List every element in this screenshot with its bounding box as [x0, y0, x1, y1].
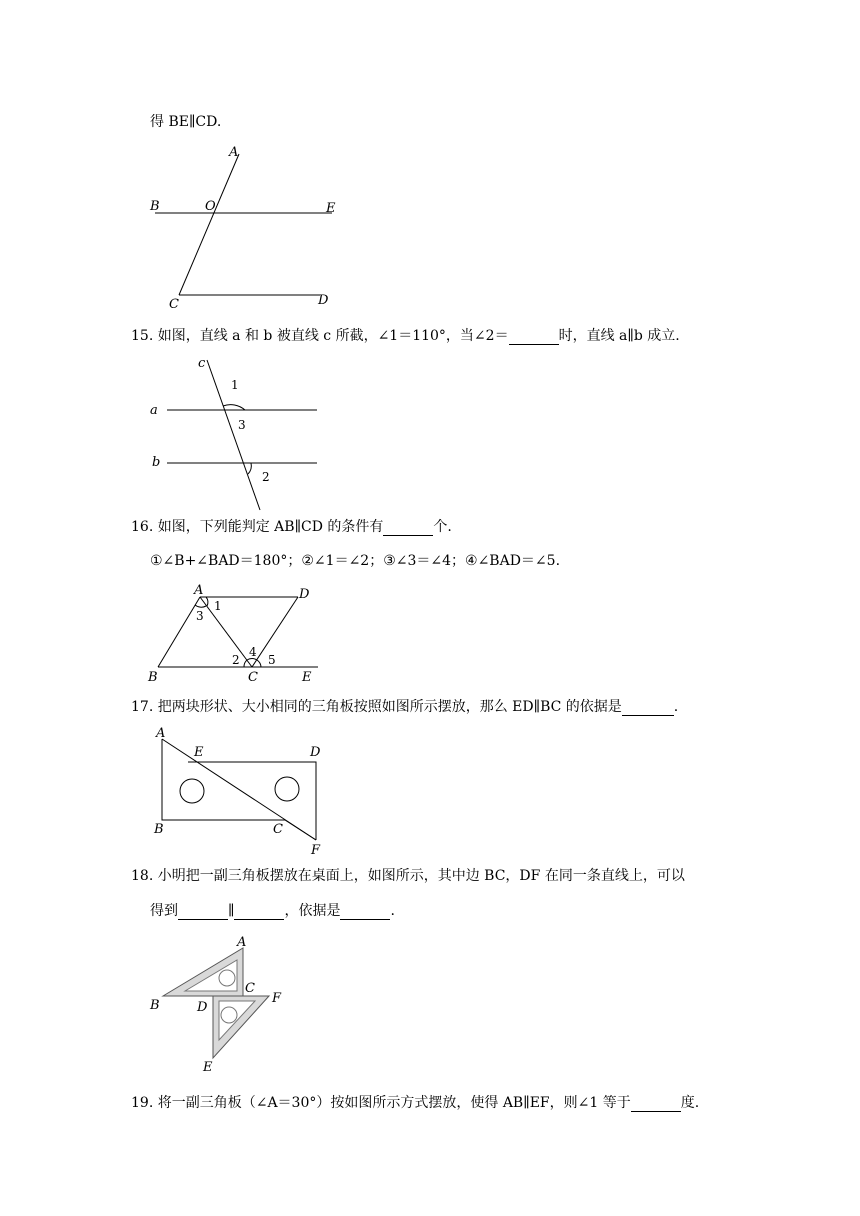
fig18-label-e: E — [203, 1060, 213, 1075]
q18-text-b1: 得到 — [150, 903, 178, 919]
fig14-label-e: E — [326, 201, 336, 216]
figure-14 — [140, 140, 350, 315]
fig16-label-2: 2 — [232, 653, 240, 667]
fig16-label-4: 4 — [249, 645, 257, 659]
fig18-label-f: F — [272, 991, 282, 1006]
fig15-label-b: b — [152, 455, 161, 470]
q19-text-b: 度. — [680, 1095, 700, 1111]
fig14-label-c: C — [169, 297, 179, 312]
q19-text-a: 将一副三角板（∠A＝30°）按如图所示方式摆放，使得 AB∥EF，则∠1 等于 — [157, 1095, 631, 1111]
fig16-label-3: 3 — [196, 609, 204, 623]
q18-answer-blank-2[interactable] — [234, 919, 284, 920]
q18-text-b4: . — [390, 903, 395, 919]
fig16-label-c: C — [248, 670, 258, 685]
fig18-label-a: A — [237, 935, 247, 950]
q16-conditions: ①∠B+∠BAD＝180°；②∠1＝∠2；③∠3＝∠4；④∠BAD＝∠5. — [150, 553, 561, 569]
fig15-label-3: 3 — [238, 418, 246, 432]
fig16-label-1: 1 — [214, 599, 222, 613]
figure-18 — [145, 930, 295, 1080]
q16-answer-blank[interactable] — [383, 535, 433, 536]
q17-text-b: . — [673, 699, 679, 715]
fig17-label-b: B — [154, 822, 164, 837]
question-17 — [131, 698, 678, 716]
fig16-label-b: B — [148, 670, 158, 685]
question-15 — [131, 327, 680, 345]
question-18 — [131, 867, 685, 885]
question-18-line-2 — [150, 902, 395, 920]
fig18-label-d: D — [197, 1000, 208, 1015]
q19-answer-blank[interactable] — [631, 1111, 681, 1112]
fig16-label-5: 5 — [268, 653, 276, 667]
q18-answer-blank-3[interactable] — [340, 919, 390, 920]
fig16-label-d: D — [299, 587, 310, 602]
question-16 — [131, 518, 452, 536]
fig17-label-d: D — [310, 745, 321, 760]
q18-text-b2: ∥ — [228, 903, 235, 919]
fig15-label-a: a — [150, 403, 158, 418]
q15-answer-blank[interactable] — [509, 344, 559, 345]
q18-text-a: 小明把一副三角板摆放在桌面上，如图所示，其中边 BC，DF 在同一条直线上，可以 — [157, 868, 685, 884]
fig17-label-f: F — [311, 843, 321, 858]
fig18-label-b: B — [150, 998, 160, 1013]
fig14-label-d: D — [318, 293, 329, 308]
q16-text-b: 个. — [433, 519, 452, 535]
q19-number: 19. — [131, 1095, 154, 1111]
fig15-label-1: 1 — [231, 378, 239, 392]
question-19 — [131, 1094, 699, 1112]
q18-number: 18. — [131, 868, 154, 884]
q16-number: 16. — [131, 519, 154, 535]
figure-16 — [140, 580, 335, 685]
q14-tail: 得 BE∥CD. — [150, 114, 222, 130]
fig14-label-a: A — [229, 145, 239, 160]
q15-number: 15. — [131, 328, 154, 344]
q17-text-a: 把两块形状、大小相同的三角板按照如图所示摆放，那么 ED∥BC 的依据是 — [157, 699, 622, 715]
fig17-label-e: E — [194, 745, 204, 760]
fig14-label-o: O — [205, 199, 216, 214]
q15-text-b: 时，直线 a∥b 成立. — [558, 328, 680, 344]
q18-answer-blank-1[interactable] — [178, 919, 228, 920]
fig16-label-a: A — [194, 583, 204, 598]
q16-text-a: 如图，下列能判定 AB∥CD 的条件有 — [157, 519, 384, 535]
fig14-label-b: B — [150, 199, 160, 214]
q18-text-b3: ，依据是 — [284, 903, 341, 919]
fig18-label-c: C — [245, 981, 255, 996]
q17-answer-blank[interactable] — [622, 715, 674, 716]
figure-15 — [145, 350, 325, 515]
fig17-label-c: C — [273, 822, 283, 837]
q15-text-a: 如图，直线 a 和 b 被直线 c 所截，∠1＝110°，当∠2＝ — [157, 328, 509, 344]
fig16-label-e: E — [302, 670, 312, 685]
fig15-label-2: 2 — [262, 470, 270, 484]
q17-number: 17. — [131, 699, 154, 715]
fig15-label-c: c — [198, 356, 206, 371]
figure-17 — [150, 725, 330, 860]
fig17-label-a: A — [156, 726, 166, 741]
